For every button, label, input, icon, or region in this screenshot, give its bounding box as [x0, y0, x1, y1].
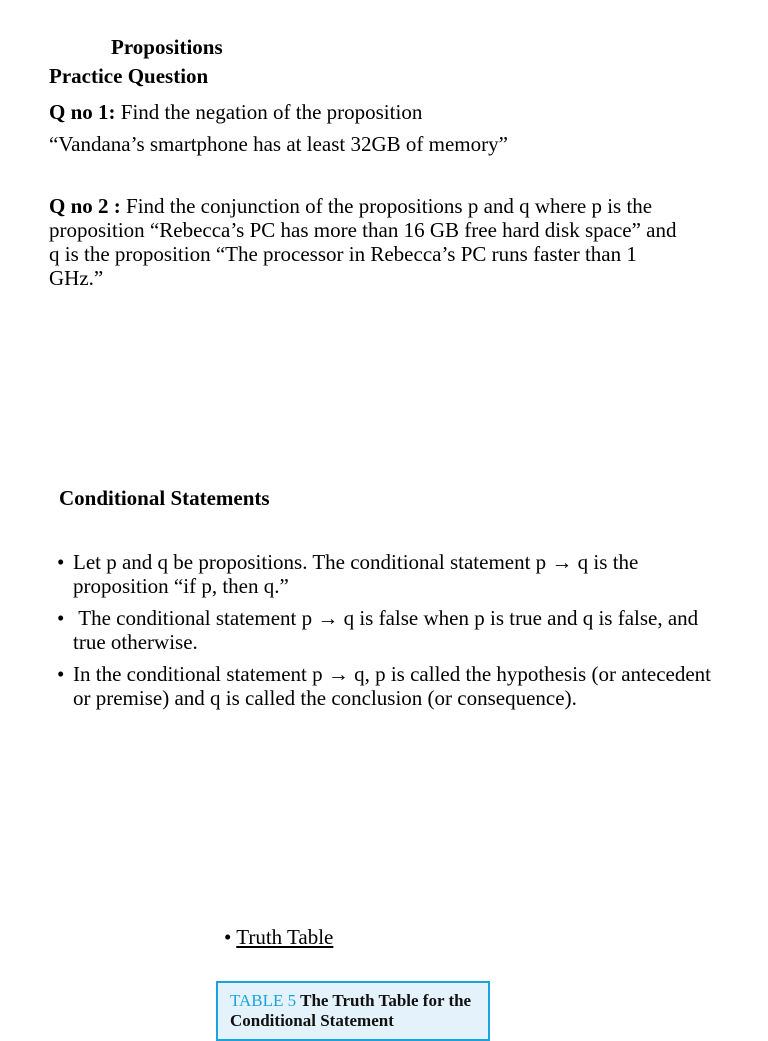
question-1-label: Q no 1: [49, 100, 116, 124]
page-title: Propositions [111, 35, 223, 59]
truth-table-label: Truth Table [236, 925, 334, 949]
list-item-text: In the conditional statement p → q, p is called the hypothesis (or antecedent or premise) and q is called the conclusion (or consequence). [73, 662, 711, 710]
question-2 [49, 194, 689, 290]
question-2-label: Q no 2 : [49, 194, 121, 218]
section-subtitle: Practice Question [49, 64, 209, 88]
question-1 [49, 96, 729, 160]
list-item [57, 662, 717, 710]
table-caption-text: The Truth Table for the Conditional Statement [230, 991, 472, 1030]
table-number: TABLE 5 [230, 991, 297, 1010]
question-1-text-line2: “Vandana’s smartphone has at least 32GB of memory” [49, 132, 508, 156]
bullet-list [57, 550, 717, 718]
question-1-text: Find the negation of the proposition [115, 100, 423, 124]
list-item [57, 606, 717, 654]
list-item-text: The conditional statement p → q is false when p is true and q is false, and true otherwise. [73, 606, 704, 654]
list-item-text: Let p and q be propositions. The conditional statement p → q is the proposition “if p, then q.” [73, 550, 639, 598]
truth-table-figure [216, 981, 490, 1041]
bullet-icon: • [57, 606, 65, 630]
bullet-icon: • [57, 550, 65, 574]
bullet-icon: • [57, 662, 65, 686]
truth-table-bullet [224, 924, 333, 950]
section-heading: Conditional Statements [59, 486, 270, 510]
question-2-text: Find the conjunction of the propositions p and q where p is the proposition “Rebecca’s PC has more than 16 GB free hard disk space” and q is the proposition “The processor in Rebecca’s PC runs faster than 1 GHz.” [49, 194, 677, 290]
list-item [57, 550, 717, 598]
bullet-icon: • [224, 925, 232, 949]
table-caption [230, 991, 488, 1031]
